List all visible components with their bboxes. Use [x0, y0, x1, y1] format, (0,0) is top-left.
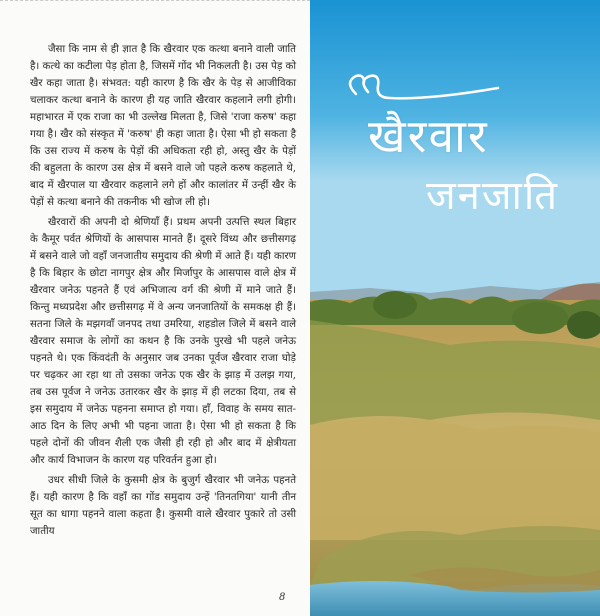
- dry-grass: [310, 419, 600, 540]
- page-number: 8: [279, 592, 286, 603]
- paragraph-1: जैसा कि नाम से ही ज्ञात है कि खैरवार एक कत्था बनाने वाली जाति है। कत्थे का कटीला पेड़ होता है, जिसमें गोंद भी निकलती है। उस पेड़ को खैर कहा जाता है। संभवत: यही कारण है कि खैर के पेड़ से आजीविका चलाकर कत्था बनाने के कारण ही यह जाति खैरवार कहलाने लगी होगी। महाभारत में एक राजा का भी उल्लेख मिलता है, जिसे 'राजा करुष' कहा गया है। खैर को संस्कृत में 'करुष' ही कहा जाता है। ऐसा भी हो सकता है कि उस राज्य में करुष के पेड़ों की अधिकता रही हो, अस्तु खैर के पेड़ों की बहुलता के कारण उस क्षेत्र में बसने वाले जो पहले करुष कहलाते थे, बाद में खैरपाल या खैरवार कहलाने लगे हों और कालांतर में उन्हीं खैर के पेड़ों से कत्था बनाने की तकनीक भी खोज ली हो।: [30, 44, 296, 208]
- title-line-1: खैरवार: [368, 109, 489, 163]
- body-text: [30, 41, 296, 543]
- paragraph-2: खैरवारों की अपनी दो श्रेणियाँ हैं। प्रथम अपनी उत्पत्ति स्थल बिहार के कैमूर पर्वत श्रेणियों के आसपास मानते हैं। दूसरे विंध्य और छत्तीसगढ़ में बसने वाले जो वहाँ जनजातीय समुदाय की श्रेणी में आते हैं। यही कारण है कि बिहार के छोटा नागपुर क्षेत्र और मिर्जापुर के आसपास वाले क्षेत्र में खैरवार जनेऊ पहनते हैं एवं अभिजात्य वर्ग की श्रेणी में माने जाते हैं। किन्तु मध्यप्रदेश और छत्तीसगढ़ में वे अन्य जनजातियों के समकक्ष ही हैं। सतना जिले के मझगवाँ जनपद तथा उमरिया, शहडोल जिले में बसने वाले खैरवार समाज के लोगों का कथन है कि उनके पुरखे भी पहले जनेऊ पहनते थे। एक किंवदंती के अनुसार जब उनका पूर्वज खैरवार राजा घोड़े पर चढ़कर आ रहा था तो उसका जनेऊ एक खैर के झाड़ में उलझ गया, तब उस पूर्वज ने जनेऊ उतारकर खैर के झाड़ में ही लटका दिया, तब से इस समुदाय में जनेऊ पहनना समाप्त हो गया। हाँ, विवाह के समय सात-आठ दिन के लिए अभी भी पहना जाता है। ऐसा भी हो सकता है कि पहले दोनों की जीवन शैली एक जैसी ही रही हो और बाद में क्षेत्रीयता और कार्य विभाजन के कारण यह परिवर्तन हुआ हो।: [30, 217, 296, 466]
- sky: [310, 0, 600, 330]
- shrub-1: [373, 291, 417, 319]
- title-line-2: जनजाति: [426, 173, 560, 219]
- paragraph-3: उधर सीधी जिले के कुसमी क्षेत्र के बुजुर्ग खैरवार भी जनेऊ पहनते हैं। यही कारण है कि वहाँ का गोंड समुदाय उन्हें 'तिनतगिया' यानी तीन सूत का धागा पहनने वाला कहता है। कुसमी वाले खैरवार पुकारे तो उसी जातीय: [30, 475, 296, 537]
- shrub-2: [512, 302, 568, 334]
- right-page: [310, 0, 600, 616]
